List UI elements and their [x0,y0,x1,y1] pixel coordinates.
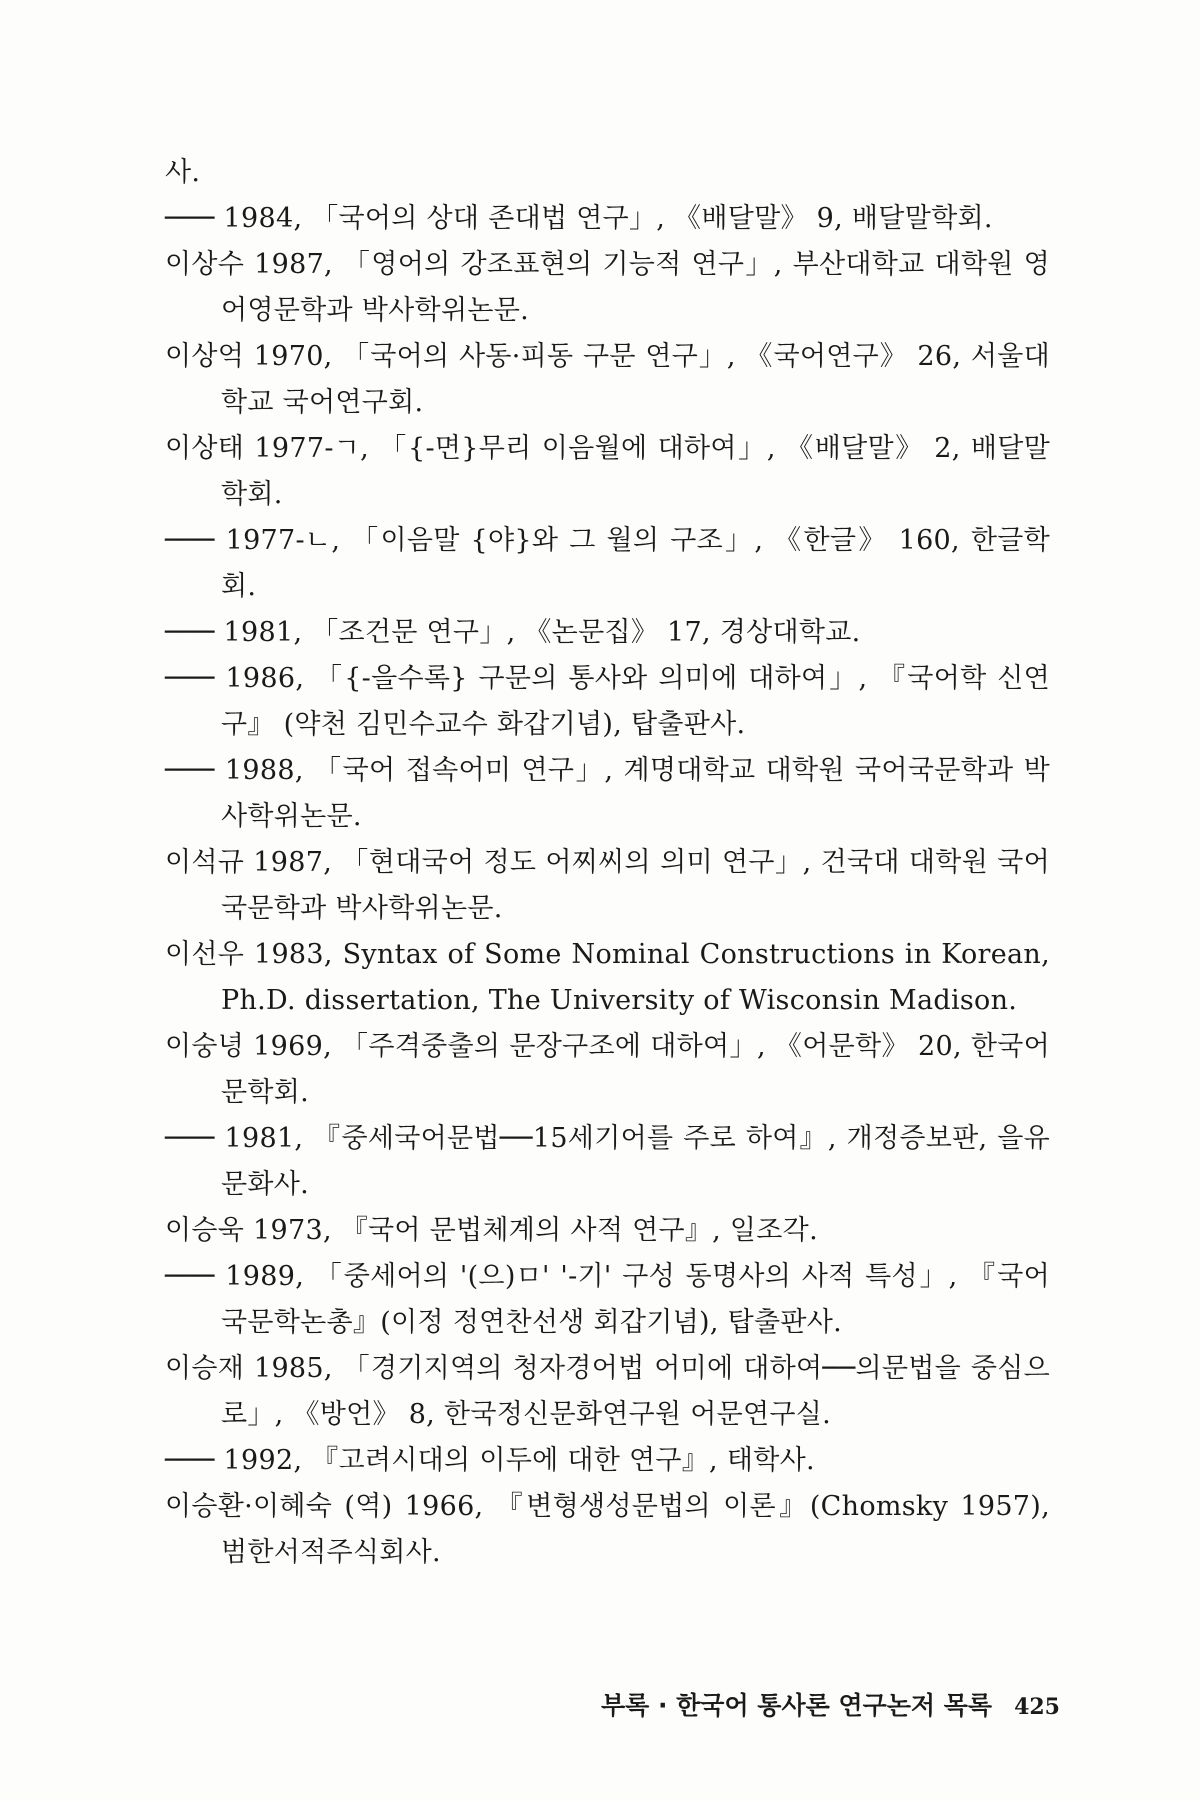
bibliography-entry: 이상억 1970, 「국어의 사동·피동 구문 연구」, 《국어연구》 26, 서울대학교 국어연구회. [165,341,1050,418]
bibliography-entry: ─── 1977-ㄴ, 「이음말 {야}와 그 월의 구조」, 《한글》 160, 한글학회. [165,525,1050,602]
bibliography-entry: 이숭녕 1969, 「주격중출의 문장구조에 대하여」, 《어문학》 20, 한국어문학회. [165,1031,1050,1108]
bibliography-entry: ─── 1981, 『중세국어문법──15세기어를 주로 하여』, 개정증보판, 을유문화사. [165,1123,1050,1200]
bibliography-entry: ─── 1988, 「국어 접속어미 연구」, 계명대학교 대학원 국어국문학과 박사학위논문. [165,755,1050,832]
bibliography-entry: ─── 1981, 「조건문 연구」, 《논문집》 17, 경상대학교. [165,617,861,648]
bibliography-entry: 이상태 1977-ㄱ, 「{-면}무리 이음월에 대하여」, 《배달말》 2, 배달말학회. [165,433,1050,510]
bibliography-entry: 이승재 1985, 「경기지역의 청자경어법 어미에 대하여──의문법을 중심으로」, 《방언》 8, 한국정신문화연구원 어문연구실. [165,1353,1050,1430]
bibliography-entry: ─── 1992, 『고려시대의 이두에 대한 연구』, 태학사. [165,1445,815,1476]
bibliography-entry: 이승욱 1973, 『국어 문법체계의 사적 연구』, 일조각. [165,1215,818,1246]
bibliography-entry: ─── 1989, 「중세어의 '(으)ㅁ' '-기' 구성 동명사의 사적 특성」, 『국어국문학논총』(이정 정연찬선생 회갑기념), 탑출판사. [165,1261,1050,1338]
bibliography-entry: 이선우 1983, Syntax of Some Nominal Constructions in Korean, Ph.D. dissertation, The University of Wisconsin Madison. [165,939,1050,1016]
page-footer [520,1686,1060,1726]
bibliography-entry: 사. [165,157,201,188]
bibliography-entry: ─── 1986, 「{-을수록} 구문의 통사와 의미에 대하여」, 『국어학 신연구』 (약천 김민수교수 화갑기념), 탑출판사. [165,663,1050,740]
bibliography-entry: 이석규 1987, 「현대국어 정도 어찌씨의 의미 연구」, 건국대 대학원 국어국문학과 박사학위논문. [165,847,1050,924]
bibliography-entry: 이승환·이혜숙 (역) 1966, 『변형생성문법의 이론』(Chomsky 1957), 범한서적주식회사. [165,1491,1050,1568]
page-number: 425 [1014,1694,1060,1720]
bibliography-list [165,150,1050,1576]
bibliography-entry: 이상수 1987, 「영어의 강조표현의 기능적 연구」, 부산대학교 대학원 영어영문학과 박사학위논문. [165,249,1050,326]
running-title: 부록 · 한국어 통사론 연구논저 목록 [600,1691,993,1720]
bibliography-entry: ─── 1984, 「국어의 상대 존대법 연구」, 《배달말》 9, 배달말학회. [165,203,993,234]
